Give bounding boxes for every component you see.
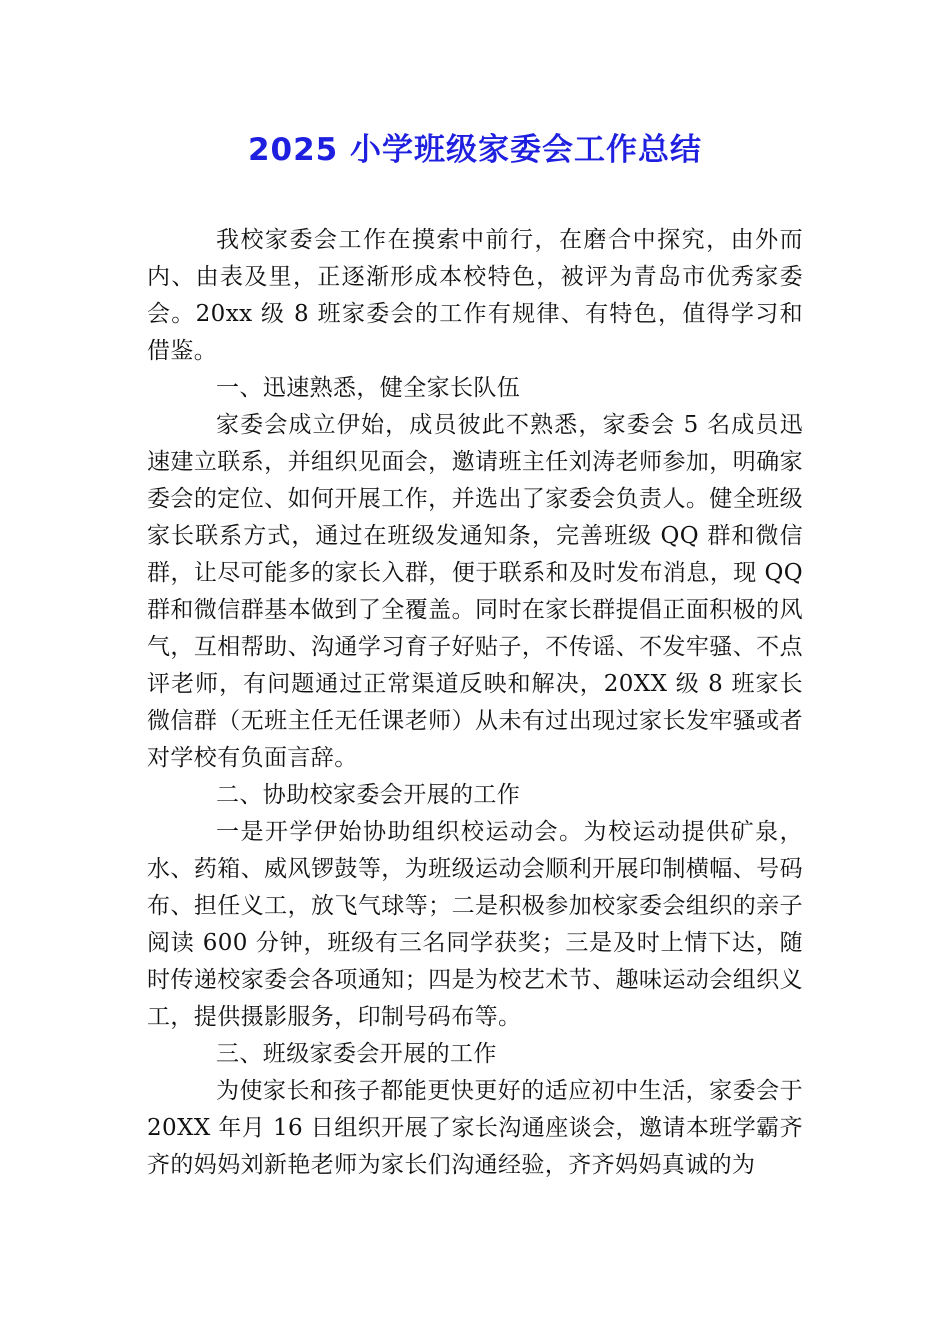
- document-body: [147, 222, 803, 1184]
- section-heading-1: 一、迅速熟悉，健全家长队伍: [216, 375, 521, 401]
- paragraph-section-1: 家委会成立伊始，成员彼此不熟悉，家委会 5 名成员迅速建立联系，并组织见面会，邀请班主任刘涛老师参加，明确家委会的定位、如何开展工作，并选出了家委会负责人。健全班级家长联系方式，通过在班级发通知条，完善班级 QQ 群和微信群，让尽可能多的家长入群，便于联系和及时发布消息，现 QQ 群和微信群基本做到了全覆盖。同时在家长群提倡正面积极的风气，互相帮助、沟通学习育子好贴子，不传谣、不发牢骚、不点评老师，有问题通过正常渠道反映和解决，20XX 级 8 班家长微信群（无班主任无任课老师）从未有过出现过家长发牢骚或者对学校有负面言辞。: [147, 412, 803, 771]
- paragraph-intro: 我校家委会工作在摸索中前行，在磨合中探究，由外而内、由表及里，正逐渐形成本校特色，被评为青岛市优秀家委会。20xx 级 8 班家委会的工作有规律、有特色，值得学习和借鉴。: [147, 227, 803, 364]
- document-title: 2025 小学班级家委会工作总结: [247, 132, 703, 168]
- paragraph-section-2: 一是开学伊始协助组织校运动会。为校运动提供矿泉，水、药箱、威风锣鼓等，为班级运动会顺利开展印制横幅、号码布、担任义工，放飞气球等；二是积极参加校家委会组织的亲子阅读 600 分钟，班级有三名同学获奖；三是及时上情下达，随时传递校家委会各项通知；四是为校艺术节、趣味运动会组织义工，提供摄影服务，印制号码布等。: [147, 819, 803, 1030]
- section-heading-3: 三、班级家委会开展的工作: [216, 1041, 497, 1067]
- paragraph-section-3: 为使家长和孩子都能更快更好的适应初中生活，家委会于 20XX 年月 16 日组织开展了家长沟通座谈会，邀请本班学霸齐齐的妈妈刘新艳老师为家长们沟通经验，齐齐妈妈真诚的为: [147, 1078, 803, 1178]
- section-heading-2: 二、协助校家委会开展的工作: [216, 782, 521, 808]
